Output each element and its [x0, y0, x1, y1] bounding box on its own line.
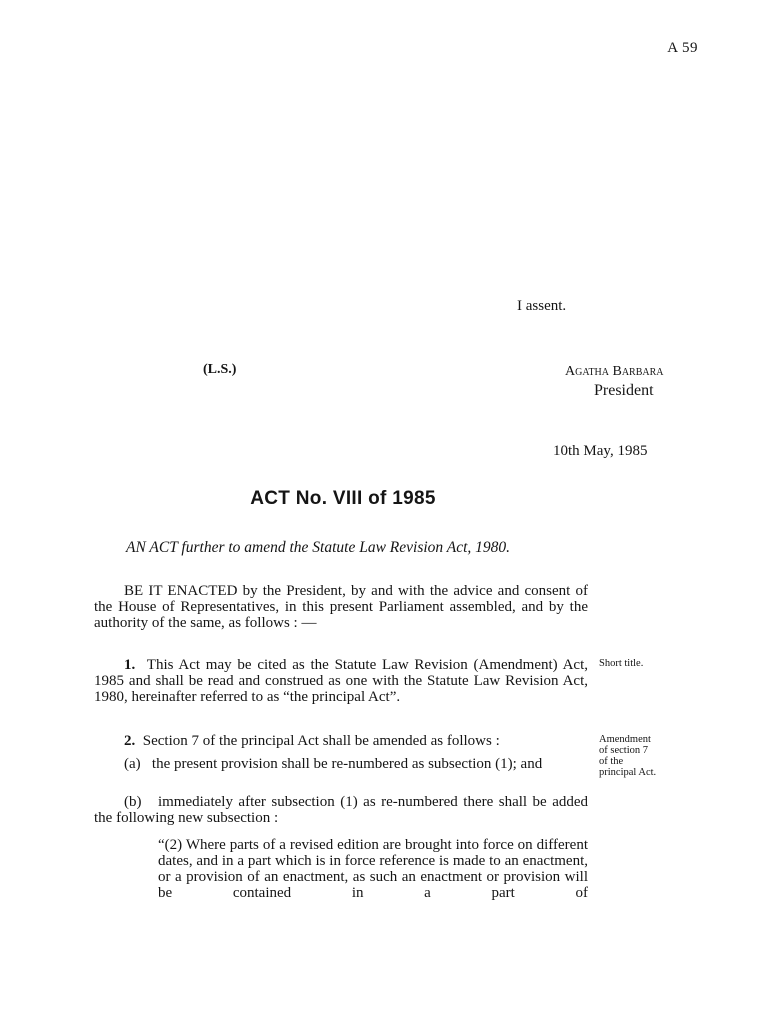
clause-b-label: (b)	[124, 794, 142, 810]
page-number: A 59	[667, 40, 698, 56]
enacting-formula	[94, 583, 588, 631]
margin-note-short-title: Short title.	[599, 658, 644, 669]
section-2	[124, 733, 500, 750]
clause-a	[94, 756, 588, 772]
new-subsection-quote: “(2) Where parts of a revised edition are brought into force on different dates, and in a part which is in force reference is made to an enactment, or a provision of an enactment, as such an enactment or provision will be contained in a part of	[158, 837, 588, 901]
section-2-text: Section 7 of the principal Act shall be amended as follows :	[142, 733, 500, 749]
margin-note-amendment: Amendment of section 7 of the principal Act.	[599, 734, 657, 778]
assent-date: 10th May, 1985	[553, 443, 648, 459]
section-2-number: 2.	[124, 733, 136, 749]
signatory-name: Agatha Barbara	[565, 364, 664, 379]
clause-b	[94, 794, 588, 826]
act-title: ACT No. VIII of 1985	[250, 488, 436, 509]
enacting-formula-text: BE IT ENACTED by the President, by and with the advice and consent of the House of Representatives, in this present Parliament assembled, and by the authority of the same, as follows : —	[94, 583, 588, 631]
clause-b-text: immediately after subsection (1) as re-numbered there shall be added the following new subsection :	[94, 794, 589, 826]
clause-a-text: the present provision shall be re-numbered as subsection (1); and	[151, 756, 543, 772]
section-1	[94, 657, 588, 705]
act-long-title: AN ACT further to amend the Statute Law Revision Act, 1980.	[126, 539, 511, 556]
clause-a-label: (a)	[124, 756, 141, 772]
seal-mark: (L.S.)	[203, 362, 237, 377]
assent-text: I assent.	[517, 298, 567, 314]
signatory-title: President	[594, 382, 654, 399]
section-1-text: This Act may be cited as the Statute Law Revision (Amendment) Act, 1985 and shall be read and construed as one with the Statute Law Revision Act, 1980, hereinafter referred to as “the principal Act”.	[94, 657, 588, 705]
section-1-number: 1.	[124, 657, 136, 673]
